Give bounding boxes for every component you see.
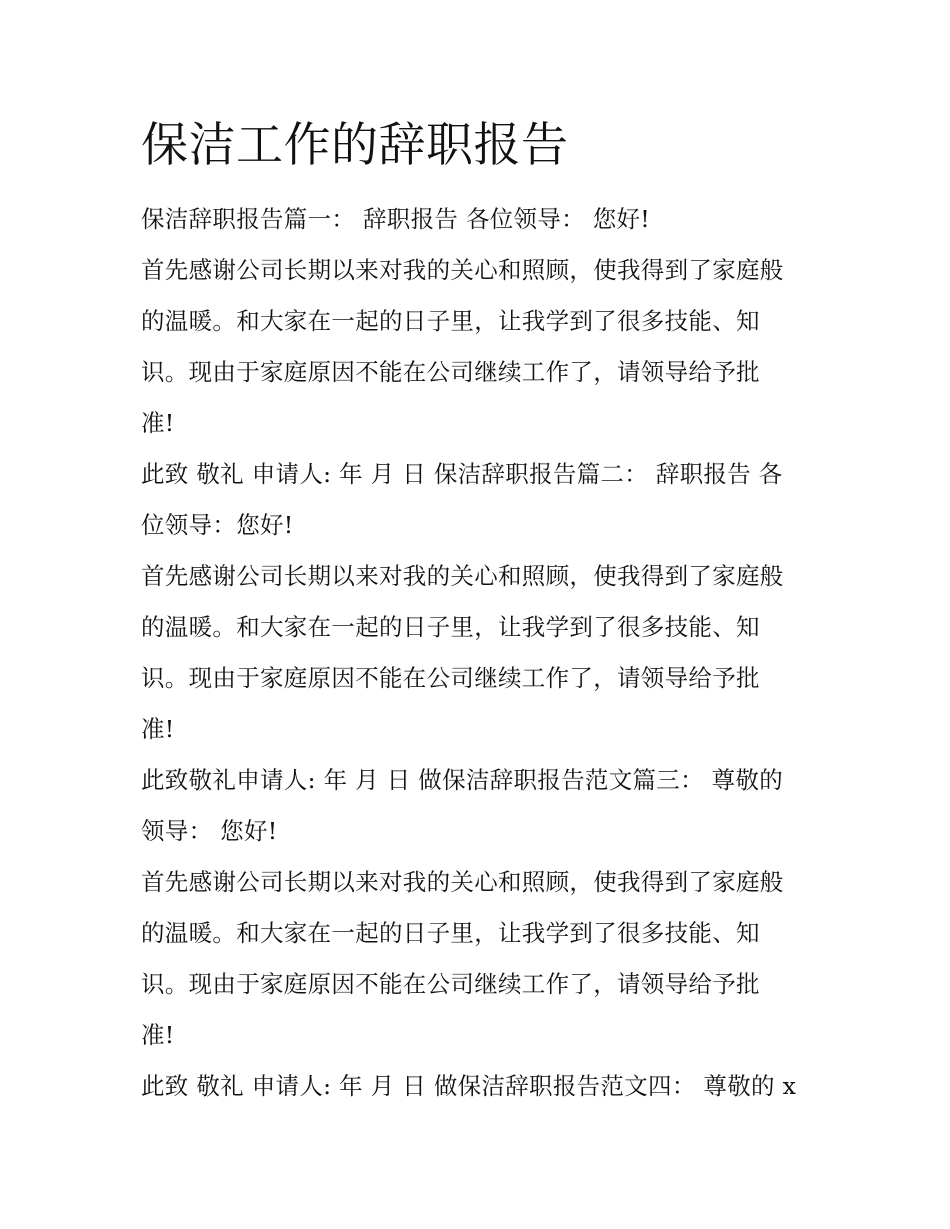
body-line: 首先感谢公司长期以来对我的关心和照顾，使我得到了家庭般	[141, 256, 784, 284]
body-line: 领导： 您好!	[141, 817, 278, 845]
body-line: 识。现由于家庭原因不能在公司继续工作了，请领导给予批	[141, 664, 760, 692]
body-line: 的温暖。和大家在一起的日子里，让我学到了很多技能、知	[141, 307, 760, 335]
body-line: 准!	[141, 1021, 175, 1049]
body-line: 识。现由于家庭原因不能在公司继续工作了，请领导给予批	[141, 358, 760, 386]
body-line: 的温暖。和大家在一起的日子里，让我学到了很多技能、知	[141, 919, 760, 947]
body-line: 识。现由于家庭原因不能在公司继续工作了，请领导给予批	[141, 970, 760, 998]
body-line: 此致 敬礼 申请人: 年 月 日 做保洁辞职报告范文四： 尊敬的 x	[141, 1072, 797, 1100]
body-line: 准!	[141, 409, 175, 437]
body-line: 的温暖。和大家在一起的日子里，让我学到了很多技能、知	[141, 613, 760, 641]
body-line: 首先感谢公司长期以来对我的关心和照顾，使我得到了家庭般	[141, 562, 784, 590]
body-line: 此致敬礼申请人: 年 月 日 做保洁辞职报告范文篇三： 尊敬的	[141, 766, 784, 794]
document-title: 保洁工作的辞职报告	[141, 118, 569, 173]
body-line: 位领导：您好!	[141, 511, 294, 539]
body-line: 此致 敬礼 申请人: 年 月 日 保洁辞职报告篇二： 辞职报告 各	[141, 460, 783, 488]
body-line: 准!	[141, 715, 175, 743]
document-body	[141, 110, 831, 1112]
body-line: 保洁辞职报告篇一： 辞职报告 各位领导： 您好!	[141, 205, 651, 233]
body-line: 首先感谢公司长期以来对我的关心和照顾，使我得到了家庭般	[141, 868, 784, 896]
